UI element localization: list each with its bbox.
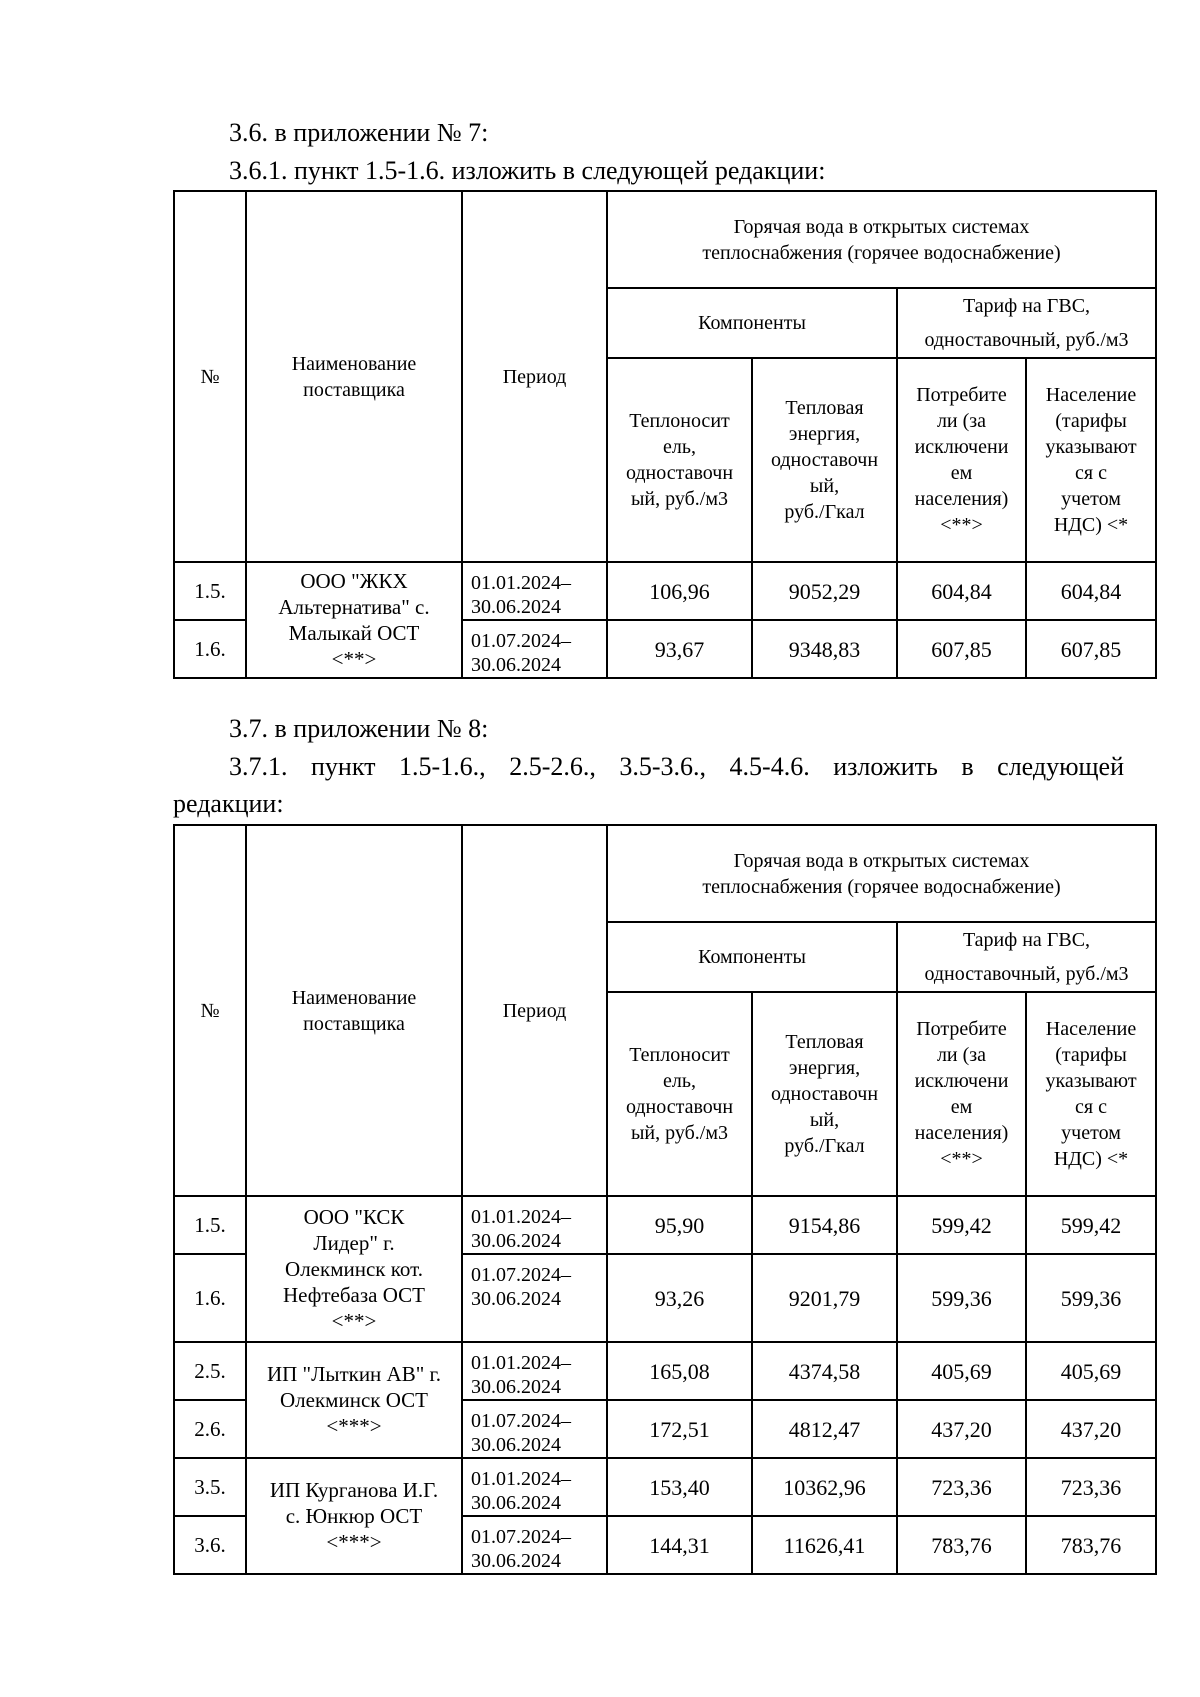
header-line: Теплоносит: [629, 410, 730, 432]
heat-energy-value: 9052,29: [752, 562, 897, 620]
heat-carrier-value: 153,40: [607, 1458, 752, 1516]
table-row: [174, 1196, 1156, 1254]
col-header-heat-carrier: [607, 358, 752, 562]
population-tariff-value: 405,69: [1026, 1342, 1156, 1400]
supplier-line: с. Юнкюр ОСТ: [285, 1504, 423, 1528]
supplier-line: ИП "Лыткин АВ" г.: [266, 1362, 442, 1386]
header-line: одноставочн: [770, 449, 879, 471]
header-line: одноставочный, руб./м3: [924, 329, 1129, 351]
period-start: 01.01.2024–: [471, 1206, 571, 1228]
supplier-line: Олекминск ОСТ: [280, 1388, 428, 1412]
col-header-period: Период: [462, 825, 607, 1196]
header-line: энергия,: [788, 1057, 861, 1079]
header-line: Наименование: [291, 352, 417, 375]
header-line: ый, руб./м3: [630, 488, 728, 510]
col-header-hot-water-group: [607, 191, 1156, 288]
period-end: 30.06.2024: [471, 654, 561, 676]
heat-energy-value: 4374,58: [752, 1342, 897, 1400]
header-line: одноставочн: [625, 462, 734, 484]
consumers-tariff-value: 604,84: [897, 562, 1026, 620]
heat-carrier-value: 172,51: [607, 1400, 752, 1458]
header-line: ся с: [1075, 1096, 1107, 1118]
header-line: Тепловая: [785, 397, 864, 419]
supplier-name: [246, 1342, 462, 1458]
heat-energy-value: 9201,79: [752, 1254, 897, 1342]
header-line: Наименование: [291, 986, 417, 1009]
table-row: [174, 1458, 1156, 1516]
period: [462, 1196, 607, 1254]
section-3-7-1-text: 3.7.1. пункт 1.5-1.6., 2.5-2.6., 3.5-3.6., 4.5-4.6. изложить в следующей: [229, 752, 1124, 781]
header-line: Горячая вода в открытых системах: [733, 849, 1030, 872]
population-tariff-value: 723,36: [1026, 1458, 1156, 1516]
period-end: 30.06.2024: [471, 1230, 561, 1252]
section-3-6-heading: 3.6. в приложении № 7:: [229, 118, 489, 147]
period-end: 30.06.2024: [471, 1550, 561, 1572]
col-header-number: №: [174, 825, 246, 1196]
col-header-number: №: [174, 191, 246, 562]
heat-carrier-value: 144,31: [607, 1516, 752, 1574]
supplier-line: ООО "КСК: [303, 1205, 405, 1229]
supplier-line: Альтернатива" с.: [278, 595, 430, 619]
header-line: ый, руб./м3: [630, 1122, 728, 1144]
period-end: 30.06.2024: [471, 1492, 561, 1514]
period: [462, 562, 607, 620]
supplier-line: <***>: [326, 1530, 382, 1554]
col-header-consumers: [897, 358, 1026, 562]
heat-carrier-value: 95,90: [607, 1196, 752, 1254]
header-line: (тарифы: [1055, 410, 1127, 432]
heat-carrier-value: 93,67: [607, 620, 752, 678]
heat-energy-value: 10362,96: [752, 1458, 897, 1516]
population-tariff-value: 599,36: [1026, 1254, 1156, 1342]
population-tariff-value: 437,20: [1026, 1400, 1156, 1458]
period-end: 30.06.2024: [471, 1288, 561, 1310]
row-number: 2.6.: [174, 1400, 246, 1458]
header-line: поставщика: [303, 1012, 405, 1035]
header-line: ся с: [1075, 462, 1107, 484]
section-3-7-heading: 3.7. в приложении № 8:: [229, 714, 489, 743]
header-line: исключени: [914, 436, 1009, 458]
header-line: Потребите: [916, 1018, 1007, 1040]
heat-energy-value: 9348,83: [752, 620, 897, 678]
header-line: Население: [1045, 1018, 1137, 1040]
header-line: ый,: [809, 1109, 840, 1131]
header-line: поставщика: [303, 378, 405, 401]
row-number: 3.5.: [174, 1458, 246, 1516]
period-start: 01.01.2024–: [471, 572, 571, 594]
col-header-components: Компоненты: [607, 922, 897, 992]
supplier-line: Лидер" г.: [313, 1231, 395, 1255]
header-line: ель,: [663, 436, 696, 458]
period-start: 01.07.2024–: [471, 1526, 571, 1548]
header-line: НДС) <*: [1053, 1148, 1129, 1170]
section-3-6-1-text: 3.6.1. пункт 1.5-1.6. изложить в следующей редакции:: [229, 156, 826, 185]
period-end: 30.06.2024: [471, 596, 561, 618]
header-line: указывают: [1045, 1070, 1137, 1092]
header-line: руб./Гкал: [784, 501, 865, 523]
heat-energy-value: 9154,86: [752, 1196, 897, 1254]
consumers-tariff-value: 607,85: [897, 620, 1026, 678]
period-start: 01.07.2024–: [471, 630, 571, 652]
table-row: [174, 1342, 1156, 1400]
header-line: населения): [914, 1122, 1009, 1144]
heat-carrier-value: 93,26: [607, 1254, 752, 1342]
period-start: 01.07.2024–: [471, 1264, 571, 1286]
header-line: исключени: [914, 1070, 1009, 1092]
supplier-name: [246, 1196, 462, 1342]
period: [462, 620, 607, 678]
col-header-tariff: [897, 288, 1156, 358]
supplier-line: Нефтебаза ОСТ: [283, 1283, 425, 1307]
period: [462, 1516, 607, 1574]
header-line: ель,: [663, 1070, 696, 1092]
row-number: 1.5.: [174, 1196, 246, 1254]
header-line: <**>: [940, 1148, 983, 1170]
header-line: населения): [914, 488, 1009, 510]
col-header-population: [1026, 992, 1156, 1196]
header-line: (тарифы: [1055, 1044, 1127, 1066]
consumers-tariff-value: 599,42: [897, 1196, 1026, 1254]
consumers-tariff-value: 723,36: [897, 1458, 1026, 1516]
header-line: Теплоносит: [629, 1044, 730, 1066]
heat-carrier-value: 106,96: [607, 562, 752, 620]
header-line: <**>: [940, 514, 983, 536]
period: [462, 1458, 607, 1516]
header-line: ли (за: [936, 410, 987, 432]
period: [462, 1342, 607, 1400]
period-start: 01.07.2024–: [471, 1410, 571, 1432]
population-tariff-value: 783,76: [1026, 1516, 1156, 1574]
row-number: 3.6.: [174, 1516, 246, 1574]
supplier-name: [246, 562, 462, 678]
period-end: 30.06.2024: [471, 1434, 561, 1456]
header-line: ем: [950, 1096, 973, 1118]
period: [462, 1254, 607, 1342]
section-3-7-1-text-cont: редакции:: [173, 789, 284, 818]
col-header-heat-energy: [752, 358, 897, 562]
period-start: 01.01.2024–: [471, 1352, 571, 1374]
supplier-line: ИП Курганова И.Г.: [269, 1478, 439, 1502]
header-line: одноставочный, руб./м3: [924, 963, 1129, 985]
col-header-heat-energy: [752, 992, 897, 1196]
heat-energy-value: 4812,47: [752, 1400, 897, 1458]
tariff-table-appendix-7: [173, 190, 1157, 679]
period: [462, 1400, 607, 1458]
header-line: Тепловая: [785, 1031, 864, 1053]
consumers-tariff-value: 599,36: [897, 1254, 1026, 1342]
header-line: Население: [1045, 384, 1137, 406]
supplier-line: Малыкай ОСТ: [288, 621, 420, 645]
col-header-tariff: [897, 922, 1156, 992]
header-line: теплоснабжения (горячее водоснабжение): [702, 875, 1061, 898]
supplier-line: <**>: [331, 1309, 377, 1333]
heat-carrier-value: 165,08: [607, 1342, 752, 1400]
col-header-consumers: [897, 992, 1026, 1196]
header-line: учетом: [1061, 1122, 1121, 1144]
period-end: 30.06.2024: [471, 1376, 561, 1398]
col-header-supplier: [246, 191, 462, 562]
period-start: 01.01.2024–: [471, 1468, 571, 1490]
col-header-supplier: [246, 825, 462, 1196]
consumers-tariff-value: 437,20: [897, 1400, 1026, 1458]
header-line: ый,: [809, 475, 840, 497]
col-header-period: Период: [462, 191, 607, 562]
header-line: Горячая вода в открытых системах: [733, 215, 1030, 238]
col-header-hot-water-group: [607, 825, 1156, 922]
row-number: 2.5.: [174, 1342, 246, 1400]
header-line: одноставочн: [770, 1083, 879, 1105]
header-line: ем: [950, 462, 973, 484]
supplier-line: <**>: [331, 647, 377, 671]
header-line: Тариф на ГВС,: [962, 929, 1091, 951]
header-line: указывают: [1045, 436, 1137, 458]
header-line: Тариф на ГВС,: [962, 295, 1091, 317]
supplier-name: [246, 1458, 462, 1574]
tariff-table-appendix-8: [173, 824, 1157, 1575]
header-line: НДС) <*: [1053, 514, 1129, 536]
supplier-line: ООО "ЖКХ: [300, 569, 408, 593]
population-tariff-value: 599,42: [1026, 1196, 1156, 1254]
header-line: энергия,: [788, 423, 861, 445]
header-line: одноставочн: [625, 1096, 734, 1118]
supplier-line: <***>: [326, 1414, 382, 1438]
header-line: Потребите: [916, 384, 1007, 406]
row-number: 1.6.: [174, 1254, 246, 1342]
consumers-tariff-value: 405,69: [897, 1342, 1026, 1400]
population-tariff-value: 607,85: [1026, 620, 1156, 678]
header-line: теплоснабжения (горячее водоснабжение): [702, 241, 1061, 264]
header-line: учетом: [1061, 488, 1121, 510]
supplier-line: Олекминск кот.: [285, 1257, 423, 1281]
col-header-components: Компоненты: [607, 288, 897, 358]
population-tariff-value: 604,84: [1026, 562, 1156, 620]
header-line: ли (за: [936, 1044, 987, 1066]
col-header-population: [1026, 358, 1156, 562]
consumers-tariff-value: 783,76: [897, 1516, 1026, 1574]
header-line: руб./Гкал: [784, 1135, 865, 1157]
row-number: 1.5.: [174, 562, 246, 620]
heat-energy-value: 11626,41: [752, 1516, 897, 1574]
table-row: [174, 562, 1156, 620]
col-header-heat-carrier: [607, 992, 752, 1196]
row-number: 1.6.: [174, 620, 246, 678]
